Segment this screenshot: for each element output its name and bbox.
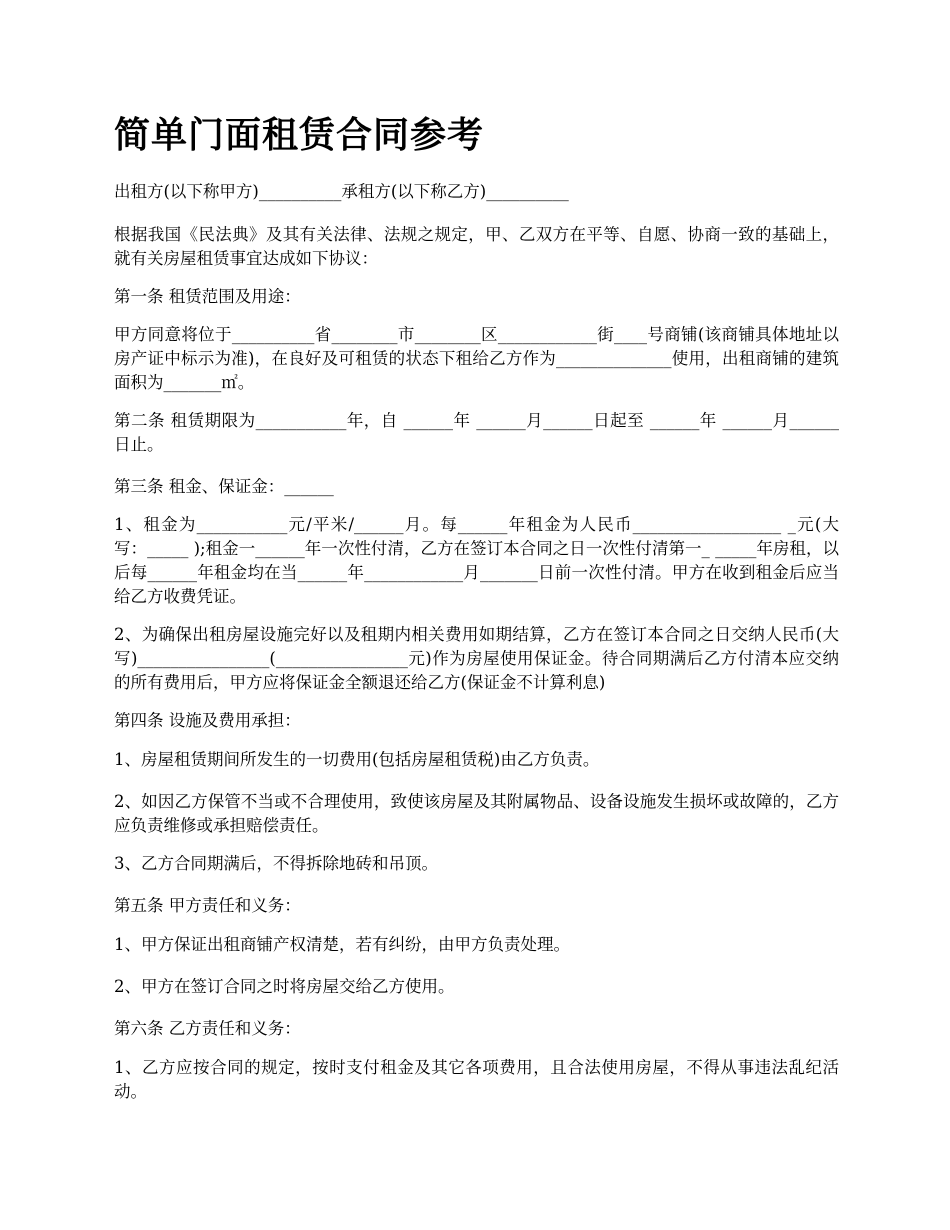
article-1-body: 甲方同意将位于__________省________市________区____________街____号商铺(该商铺具体地址以房产证中标示为准)，在良好及可租赁的状态下租给乙方作为______________使用，出租商铺的建筑面积为_______㎡。 bbox=[114, 325, 839, 392]
article-3-clause-1: 1、租金为___________元/平米/______月。每______年租金为人民币__________________ _元(大写：_____ );租金一______年一次性付清，乙方在签订本合同之日一次性付清第一_ _____年房租，以后每______年租金均在当______年____________月_______日前一次性付清。甲方在收到租金后应当给乙方收费凭证。 bbox=[114, 515, 839, 606]
parties-line: 出租方(以下称甲方)__________承租方(以下称乙方)__________ bbox=[114, 182, 569, 201]
document-title: 简单门面租赁合同参考 bbox=[114, 115, 485, 156]
article-4-clause-2: 2、如因乙方保管不当或不合理使用，致使该房屋及其附属物品、设备设施发生损坏或故障的，乙方应负责维修或承担赔偿责任。 bbox=[114, 792, 839, 835]
article-1-heading: 第一条 租赁范围及用途： bbox=[114, 287, 301, 306]
article-5-clause-1: 1、甲方保证出租商铺产权清楚，若有纠纷，由甲方负责处理。 bbox=[114, 935, 570, 954]
article-4-clause-3: 3、乙方合同期满后，不得拆除地砖和吊顶。 bbox=[114, 854, 438, 873]
article-5-clause-2: 2、甲方在签订合同之时将房屋交给乙方使用。 bbox=[114, 977, 455, 996]
article-5-heading: 第五条 甲方责任和义务： bbox=[114, 896, 301, 915]
article-3-clause-2: 2、为确保出租房屋设施完好以及租期内相关费用如期结算，乙方在签订本合同之日交纳人民币(大写)________________(________________元)作为房屋使用保证金。待合同期满后乙方付清本应交纳的所有费用后，甲方应将保证金全额退还给乙方(保证金不计算利息) bbox=[114, 625, 839, 692]
preamble-paragraph: 根据我国《民法典》及其有关法律、法规之规定，甲、乙双方在平等、自愿、协商一致的基础上，就有关房屋租赁事宜达成如下协议： bbox=[114, 225, 839, 268]
article-2-paragraph: 第二条 租赁期限为___________年，自 ______年 ______月______日起至 ______年 ______月______日止。 bbox=[114, 411, 839, 454]
article-6-heading: 第六条 乙方责任和义务： bbox=[114, 1019, 301, 1038]
article-3-heading: 第三条 租金、保证金：______ bbox=[114, 477, 334, 496]
article-4-clause-1: 1、房屋租赁期间所发生的一切费用(包括房屋租赁税)由乙方负责。 bbox=[114, 750, 600, 769]
article-4-heading: 第四条 设施及费用承担： bbox=[114, 711, 301, 730]
article-6-clause-1: 1、乙方应按合同的规定，按时支付租金及其它各项费用，且合法使用房屋，不得从事违法乱纪活动。 bbox=[114, 1058, 839, 1101]
